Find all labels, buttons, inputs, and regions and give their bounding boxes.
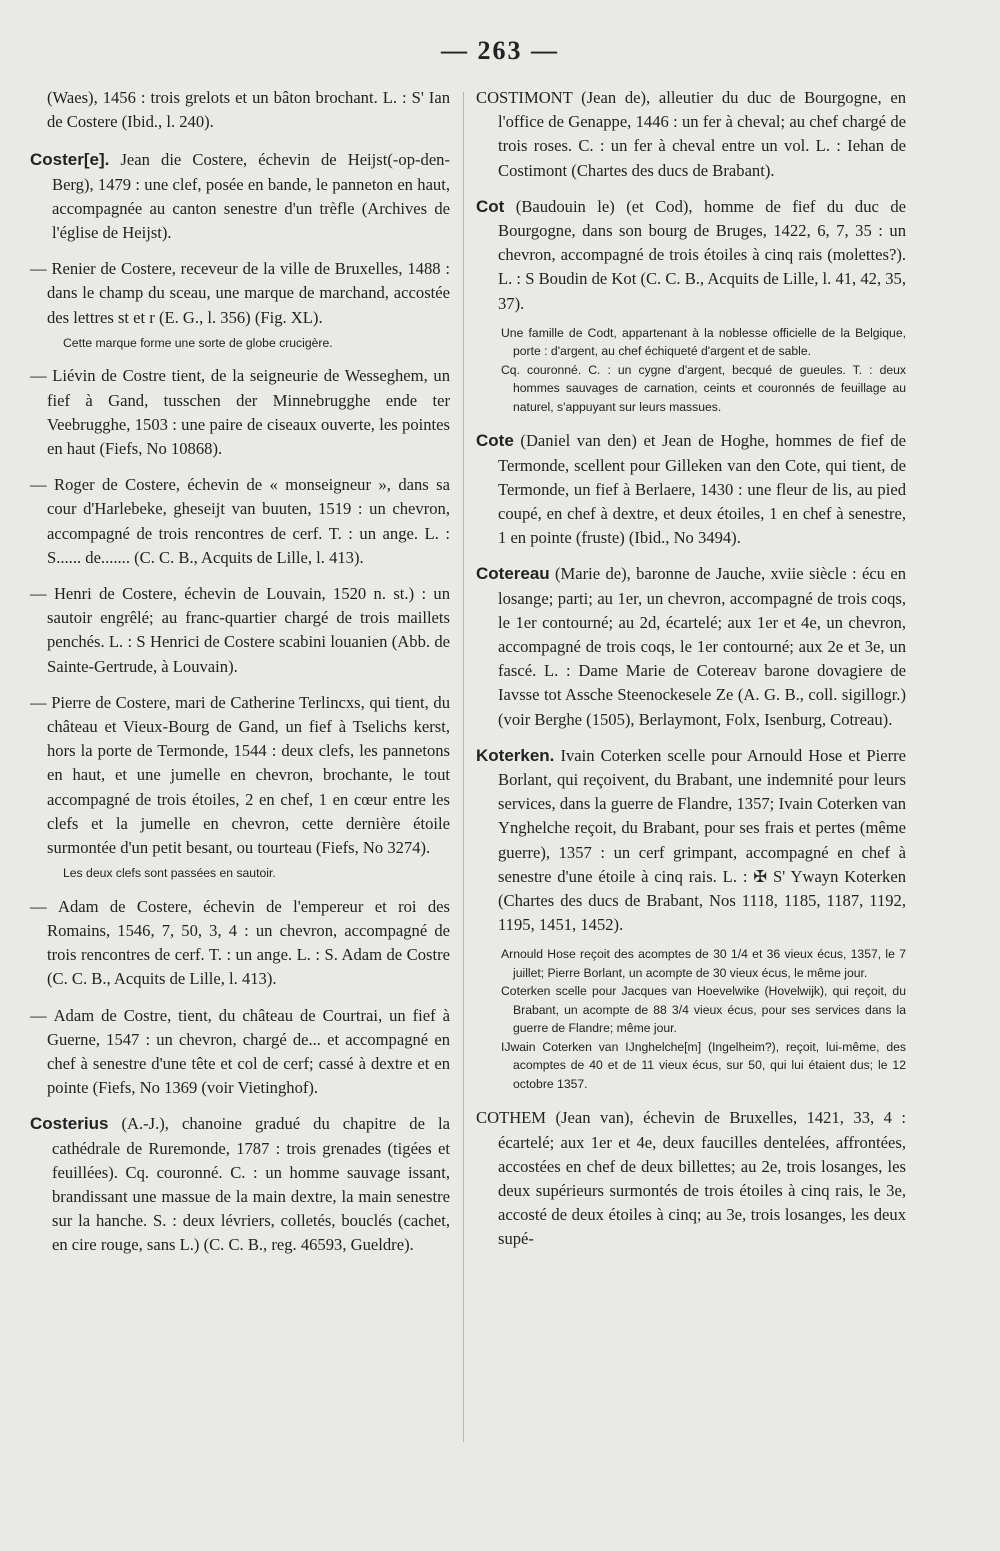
entry-lievin-de-costre: — Liévin de Costre tient, de la seigneurie de Wesseghem, un fief à Gand, tusschen der Minnebrugghe ende ter Veebrugghe, 1503 : une paire de ciseaux ouverte, les pointes en haut (Fiefs, No 10868). (30, 364, 450, 461)
entry-text: (Baudouin le) (et Cod), homme de fief du duc de Bourgogne, dans son bourg de Bruges, 1422, 6, 7, 35 : un chevron, accompagné de trois étoiles à cinq rais (molettes?). L. : S Boudin de Kot (C. C. B., Acquits de Lille, l. 41, 42, 35, 37). (498, 196, 906, 313)
entry-text: (A.-J.), chanoine gradué du chapitre de la cathédrale de Ruremonde, 1787 : trois grenades (tigées et feuillées). Cq. couronné. C. : un homme sauvage issant, brandissant une massue de la main dextre, la main senestre sur la hanche. S. : deux lévriers, colletés, bouclés (cachet, en cire rouge, sans L.) (C. C. B., reg. 46593, Gueldre). (52, 1114, 450, 1255)
column-divider (463, 92, 464, 1442)
entry-adam-de-costre: — Adam de Costre, tient, du château de Courtrai, un fief à Guerne, 1547 : un chevron, chargé de... et accompagné en chef à senestre d'une tête et col de cerf; cassé à dextre et en pointe (Fiefs, No 1369 (voir Vietinghof). (30, 1004, 450, 1101)
entry-note: Cq. couronné. C. : un cygne d'argent, becqué de gueules. T. : deux hommes sauvages de carnation, ceints et couronnés de feuillage au naturel, s'appuyant sur leurs massues. (501, 362, 906, 414)
entry-text: Jean die Costere, échevin de Heijst(-op-den-Berg), 1479 : une clef, posée en bande, le panneton en haut, accompagnée au canton senestre d'un trèfle (Archives de l'église de Heijst). (52, 150, 450, 243)
entry-adam-de-costere: — Adam de Costere, échevin de l'empereur et roi des Romains, 1546, 7, 50, 3, 4 : un chevron, accompagné de trois rencontres de cerf. T. : un ange. L. : S. Adam de Costre (C. C. B., Acquits de Lille, l. 413). (30, 895, 450, 992)
entry-note: Cette marque forme une sorte de globe crucigère. (63, 335, 333, 350)
entry-cotereau (476, 562, 906, 731)
note-group (476, 324, 906, 417)
entry-text: (Marie de), baronne de Jauche, xviie siècle : écu en losange; parti; au 1er, un chevron, accompagné de trois coqs, le 1er contourné; au 2d, écartelé; aux 1er et 4e, un chevron, accompagné de trois coqs, le 1er contourné; aux 2e et 3e, un fascé. L. : Dame Marie de Cotereav barone dovagiere de Iavsse tot Assche Steenockesele Ze (A. G. B., coll. sigillogr.) (voir Berghe (1505), Berlaymont, Folx, Isenburg, Cotreau). (498, 564, 906, 729)
entry-heading: Cote (476, 431, 514, 451)
entry-coster (30, 148, 450, 245)
entry-costerius (30, 1112, 450, 1257)
entry-cote (476, 429, 906, 550)
entry-heading: Koterken. (476, 745, 555, 765)
entry-heading: Cotereau (476, 564, 550, 584)
entry-heading: Coster[e]. (30, 150, 110, 170)
page-number: — 263 — (441, 36, 559, 65)
entry-note: Arnould Hose reçoit des acomptes de 30 1/4 et 36 vieux écus, 1357, le 7 juillet; Pierre Borlant, un acompte de 30 vieux écus, le même jour. (501, 947, 906, 980)
right-column (476, 86, 906, 1461)
entry-heading: Costerius (30, 1114, 109, 1134)
entry-cot (476, 195, 906, 316)
entry-note: Les deux clefs sont passées en sautoir. (63, 866, 276, 881)
entry-text: Ivain Coterken scelle pour Arnould Hose et Pierre Borlant, qui reçoivent, du Brabant, une indemnité pour leurs services, dans la guerre de Flandre, 1357; Ivain Coterken van Ynghelche reçoit, du Brabant, pour ses frais et pertes (même guerre), 1357 : un cerf grimpant, accompagné en chef à senestre d'une étoile à cinq rais. L. : ✠ S' Ywayn Koterken (Chartes des ducs de Brabant, Nos 1118, 1185, 1187, 1192, 1195, 1451, 1452). (498, 745, 906, 935)
entry-costimont: COSTIMONT (Jean de), alleutier du duc de Bourgogne, en l'office de Genappe, 1446 : un fer à cheval; au chef chargé de trois roses. C. : un fer à cheval entre un vol. L. : Iehan de Costimont (Chartes des ducs de Brabant). (476, 88, 906, 180)
entry-note: Une famille de Codt, appartenant à la noblesse officielle de la Belgique, porte : d'argent, au chef échiqueté d'argent et de sable. (501, 325, 906, 359)
entry-henri-de-costere: — Henri de Costere, échevin de Louvain, 1520 n. st.) : un sautoir engrêlé; au franc-quartier chargé de trois maillets penchés. L. : S Henrici de Costere scabini louanien (Abb. de Sainte-Gertrude, à Louvain). (30, 582, 450, 679)
entry-text: (Daniel van den) et Jean de Hoghe, hommes de fief de Termonde, scellent pour Gilleken van den Cote, qui tient, de Termonde, un fief à Berlaere, 1430 : une fleur de lis, au pied coupé, en chef à dextre, et deux étoiles, 1 en chef à senestre, 1 en pointe (fruste) (Ibid., No 3494). (498, 431, 906, 548)
entry-note: Coterken scelle pour Jacques van Hoevelwike (Hovelwijk), qui reçoit, du Brabant, un acompte de 88 3/4 vieux écus, pour ses services dans la guerre de Flandre; même jour. (501, 984, 906, 1036)
entry-cothem: COTHEM (Jean van), échevin de Bruxelles, 1421, 33, 4 : écartelé; aux 1er et 4e, deux faucilles dentelées, affrontées, accostées en chef de deux billettes; au 2e, trois losanges, les deux supérieurs surmontés de trois étoiles à cinq rais, le 3e, accosté de deux étoiles à cinq; au 3e, trois losanges, les deux supé- (476, 1108, 906, 1249)
left-column (30, 86, 450, 1461)
note-group (476, 945, 906, 1093)
entry-waes-continuation: (Waes), 1456 : trois grelots et un bâton brochant. L. : S' Ian de Costere (Ibid., l. 240). (47, 88, 450, 132)
entry-note: IJwain Coterken van IJnghelche[m] (Ingelheim?), reçoit, lui-même, des acomptes de 40 et de 11 vieux écus, sur 50, qui lui étaient dus; le 12 octobre 1357. (501, 1039, 906, 1091)
entry-roger-de-costere: — Roger de Costere, échevin de « monseigneur », dans sa cour d'Harlebeke, gheseijt van buuten, 1519 : un chevron, accompagné de trois rencontres de cerf. T. : un ange. L. : S...... de....... (C. C. B., Acquits de Lille, l. 413). (30, 473, 450, 570)
entry-renier-de-costere: — Renier de Costere, receveur de la ville de Bruxelles, 1488 : dans le champ du sceau, une marque de marchand, accostée des lettres st et r (E. G., l. 356) (Fig. XL). (30, 257, 450, 330)
entry-heading: Cot (476, 196, 505, 216)
entry-pierre-de-costere: — Pierre de Costere, mari de Catherine Terlincxs, qui tient, du château et Vieux-Bourg de Gand, un fief à Tselichs kerst, hors la porte de Termonde, 1544 : deux clefs, les pannetons en haut, et une jumelle en chevron, brochante, le tout accompagné de trois étoiles, 2 en chef, 1 en cœur entre les clefs et la jumelle en chevron, cette dernière étoile surmontée d'un petit besant, ou tourteau (Fiefs, No 3274). (30, 691, 450, 860)
entry-koterken (476, 744, 906, 938)
